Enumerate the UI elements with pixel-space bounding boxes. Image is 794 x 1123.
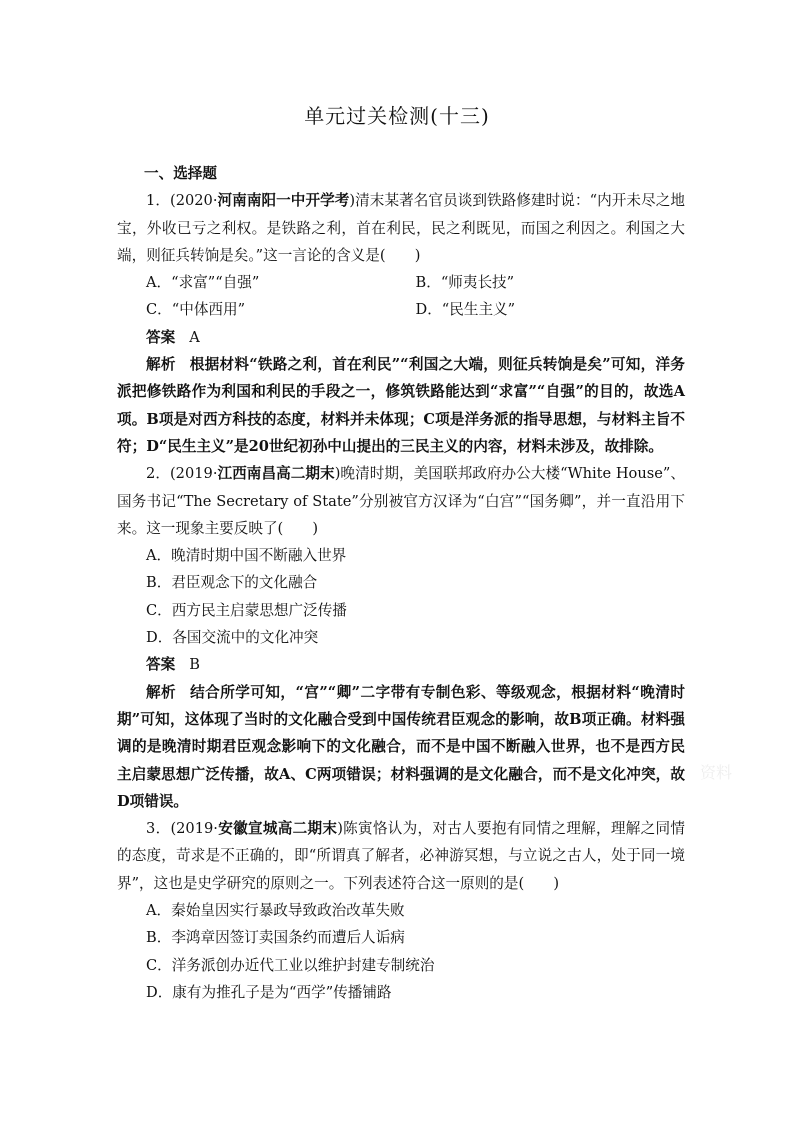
option-d: D．“民生主义” bbox=[415, 301, 516, 319]
question-1-options-row-2 bbox=[117, 296, 685, 323]
question-1-answer: 答案 A bbox=[146, 328, 200, 346]
question-2-answer: 答案 B bbox=[146, 656, 200, 674]
option-a: A．晚清时期中国不断融入世界 bbox=[146, 547, 347, 565]
section-heading: 一、选择题 bbox=[144, 165, 217, 182]
option-d: D．康有为推孔子是为“西学”传播铺路 bbox=[146, 983, 392, 1001]
document-body bbox=[117, 160, 685, 1006]
question-1-stem: 1．(2020·河南南阳一中开学考)清末某著名官员谈到铁路修建时说：“内开未尽之地宝，外收已亏之利权。是铁路之利，首在利民，民之利既见，而国之利因之。利国之大端，则征兵转饷是矣。”这一言论的含义是( ) bbox=[117, 192, 685, 264]
page-title: 单元过关检测(十三) bbox=[304, 104, 490, 128]
option-d: D．各国交流中的文化冲突 bbox=[146, 629, 319, 647]
option-b: B．“师夷长技” bbox=[415, 274, 515, 292]
option-b: B．李鸿章因签订卖国条约而遭后人诟病 bbox=[146, 929, 405, 947]
option-c: C．西方民主启蒙思想广泛传播 bbox=[146, 601, 347, 619]
question-1-options-row-1 bbox=[117, 269, 685, 296]
question-1-analysis: 解析 根据材料“铁路之利，首在利民”“利国之大端，则征兵转饷是矣”可知，洋务派把修铁路作为利国和利民的手段之一，修筑铁路能达到“求富”“自强”的目的，故选A项。B项是对西方科技的态度，材料并未体现；C项是洋务派的指导思想，与材料主旨不符；D“民生主义”是20世纪初孙中山提出的三民主义的内容，材料未涉及，故排除。 bbox=[117, 356, 685, 455]
question-2-source: 江西南昌高二期末 bbox=[217, 465, 335, 483]
question-2-stem: 2．(2019·江西南昌高二期末)晚清时期，美国联邦政府办公大楼“White House”、国务书记“The Secretary of State”分别被官方汉译为“白宫”“国务卿”，并一直沿用下来。这一现象主要反映了( ) bbox=[117, 465, 685, 537]
option-c: C．洋务派创办近代工业以维护封建专制统治 bbox=[146, 956, 435, 974]
option-c: C．“中体西用” bbox=[146, 301, 246, 319]
option-b: B．君臣观念下的文化融合 bbox=[146, 574, 318, 592]
option-a: A．秦始皇因实行暴政导致政治改革失败 bbox=[146, 902, 405, 920]
question-3-stem: 3．(2019·安徽宣城高二期末)陈寅恪认为，对古人要抱有同情之理解，理解之同情的态度，苛求是不正确的，即“所谓真了解者，必神游冥想，与立说之古人，处于同一境界”，这也是史学研究的原则之一。下列表述符合这一原则的是( ) bbox=[117, 820, 685, 892]
watermark: 资料 bbox=[700, 763, 733, 782]
question-2-analysis: 解析 结合所学可知，“宫”“卿”二字带有专制色彩、等级观念，根据材料“晚清时期”可知，这体现了当时的文化融合受到中国传统君臣观念的影响，故B项正确。材料强调的是晚清时期君臣观念影响下的文化融合，而不是中国不断融入世界，也不是西方民主启蒙思想广泛传播，故A、C两项错误；材料强调的是文化融合，而不是文化冲突，故D项错误。 bbox=[117, 683, 685, 810]
question-3-source: 安徽宣城高二期末 bbox=[217, 820, 338, 838]
question-1-source: 河南南阳一中开学考 bbox=[217, 192, 350, 210]
option-a: A．“求富”“自强” bbox=[146, 274, 260, 292]
